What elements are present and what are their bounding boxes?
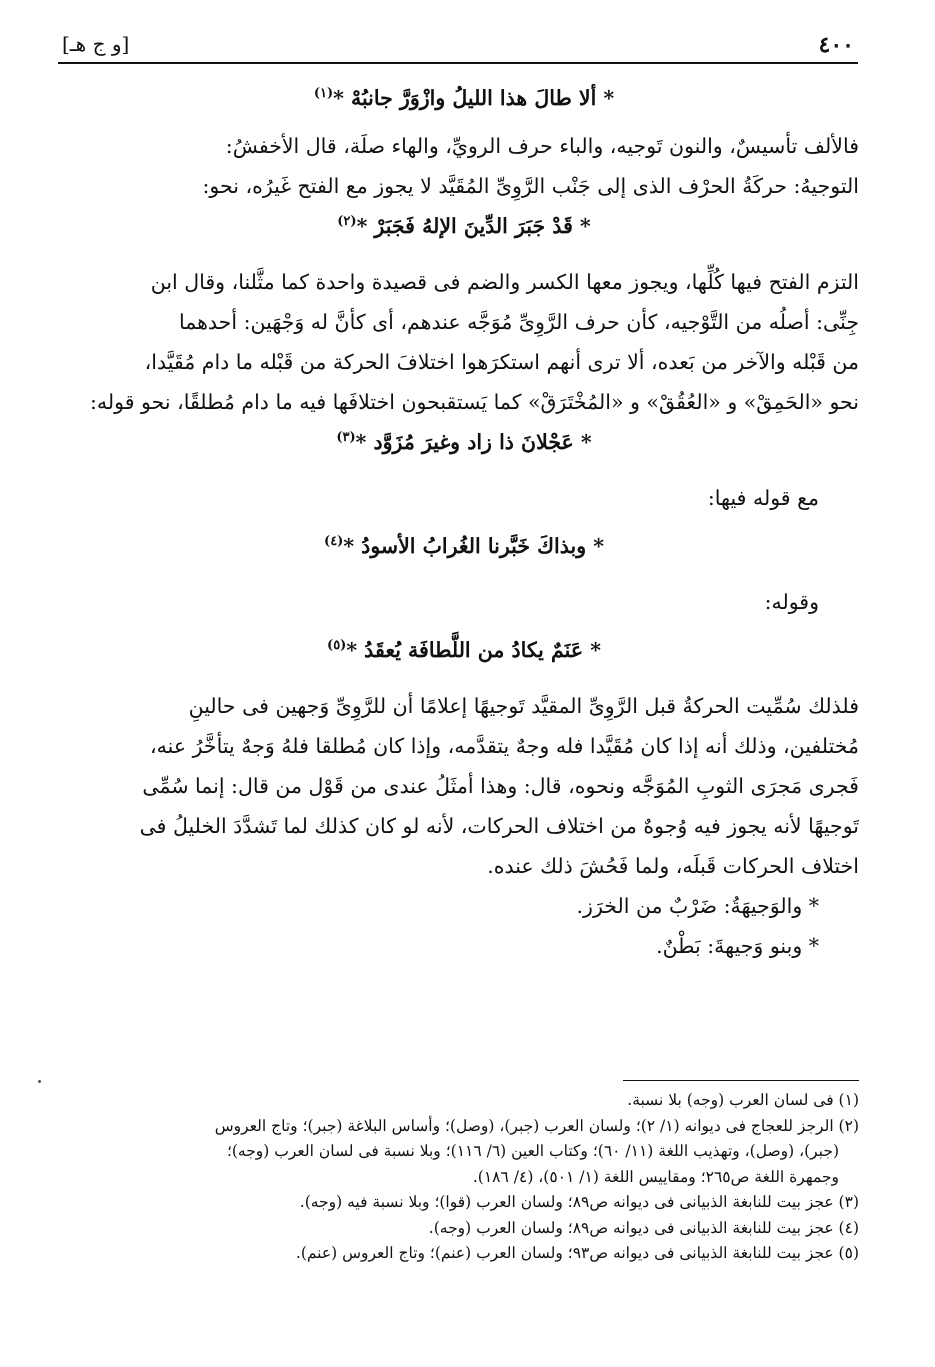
paragraph-3-line: مُختلفين، وذلك أنه إذا كان مُقَيَّدا فله وجهٌ يتقدَّمه، وإذا كان مُطلقا فلهُ وَجهٌ يتأخَّرُ عنه، bbox=[150, 734, 859, 758]
verse-2 bbox=[69, 206, 859, 246]
paragraph-3-line: تَوجيهًا لأنه يجوز فيه وُجوهٌ من اختلاف الحركات، لأنه لو كان كذلك لما تَشدَّدَ الخليلُ فى bbox=[139, 814, 859, 838]
page-header bbox=[58, 30, 858, 64]
paragraph-1-line: فالألف تأسيسٌ، والنون تَوجيه، والباء حرف الرويِّ، والهاء صلَة، قال الأخفشُ: bbox=[225, 134, 859, 158]
page-number: ٤٠٠ bbox=[818, 32, 854, 58]
verse-5-text: * عَنَمٌ يكادُ من اللَّطافَة يُعقَدُ * bbox=[346, 638, 601, 662]
paragraph-3-line: فلذلك سُمِّيت الحركةُ قبل الرَّوِىِّ المقيَّد تَوجيهًا إعلامًا أن للرَّوِىِّ وَجهين فى حالينِ bbox=[188, 694, 859, 718]
scan-speck bbox=[38, 1080, 41, 1083]
footnote-5: (٥) عجز بيت للنابغة الذبيانى فى ديوانه ص٩٣؛ ولسان العرب (عنم)؛ وتاج العروس (عنم). bbox=[295, 1244, 859, 1262]
verse-1-text: * ألا طالَ هذا الليلُ وازْوَرَّ جانبُهْ * bbox=[333, 86, 615, 110]
verse-2-text: * قَدْ جَبَرَ الدِّينَ الإلهُ فَجَبَرْ * bbox=[356, 214, 591, 238]
verse-3 bbox=[69, 422, 859, 462]
paragraph-2-line: من قَبْله والآخر من بَعده، ألا ترى أنهم استكرَهوا اختلافَ الحركة من قَبْله ما دام مُقَيَّدا، bbox=[144, 350, 859, 374]
footnote-ref-2: (٢) bbox=[337, 214, 357, 230]
verse-1 bbox=[69, 78, 859, 118]
footnote-ref-5: (٥) bbox=[327, 638, 347, 654]
paragraph-3 bbox=[69, 686, 859, 886]
verse-5 bbox=[69, 630, 859, 670]
running-head: [و ج هـ] bbox=[62, 32, 130, 56]
footnote-separator bbox=[623, 1080, 859, 1081]
footnote-1: (١) فى لسان العرب (وجه) بلا نسبة. bbox=[627, 1091, 859, 1109]
footnote-3: (٣) عجز بيت للنابغة الذبيانى فى ديوانه ص٨٩؛ ولسان العرب (قوا)؛ وبلا نسبة فيه (وجه). bbox=[299, 1193, 859, 1211]
paragraph-3-line: اختلاف الحركات قَبلَه، ولما فَحُشَ ذلك عنده. bbox=[487, 854, 859, 878]
verse-4-text: * وبذاكَ خَبَّرنا الغُرابُ الأسودُ * bbox=[343, 534, 604, 558]
paragraph-1-line: التوجيهُ: حركَةُ الحرْف الذى إلى جَنْب الرَّوِىِّ المُقَيَّد لا يجوز مع الفتح غَيرُه، نحو: bbox=[202, 174, 859, 198]
intro-5: وقوله: bbox=[764, 590, 819, 614]
paragraph-2-line: التزم الفتح فيها كُلِّها، ويجوز معها الكسر والضم فى قصيدة واحدة كما مثَّلنا، وقال ابن bbox=[150, 270, 859, 294]
paragraph-2 bbox=[69, 262, 859, 422]
definition-banu-wajiha: * وبنو وَجيهةَ: بَطْنٌ. bbox=[656, 934, 819, 958]
verse-4 bbox=[69, 526, 859, 566]
footnote-ref-3: (٣) bbox=[336, 430, 356, 446]
footnote-ref-4: (٤) bbox=[324, 534, 344, 550]
paragraph-2-line: جِنِّى: أصلُه من التَّوْجيه، كأن حرف الرَّوِىِّ مُوَجَّه عندهم، أى كأنَّ له وَجْهَين: أحدهما bbox=[179, 310, 859, 334]
footnote-2-line: وجمهرة اللغة ص٢٦٥؛ ومقاييس اللغة (١/ ٥٠١)، (٤/ ١٨٦). bbox=[472, 1167, 839, 1186]
footnotes bbox=[69, 1088, 859, 1267]
footnote-2 bbox=[69, 1114, 859, 1191]
intro-4: مع قوله فيها: bbox=[707, 486, 819, 510]
footnote-ref-1: (١) bbox=[313, 86, 334, 102]
definition-wajiha: * والوَجيهَةُ: ضَرْبٌ من الخرَز. bbox=[576, 894, 819, 918]
main-text bbox=[69, 78, 859, 966]
footnote-4: (٤) عجز بيت للنابغة الذبيانى فى ديوانه ص٨٩؛ ولسان العرب (وجه). bbox=[428, 1218, 859, 1237]
paragraph-1 bbox=[69, 126, 859, 206]
paragraph-2-line: نحو «الحَمِقْ» و «العُقُقْ» و «المُخْتَرَقْ» كما يَستقبحون اختلافَها فيه ما دام مُطلقًا، نحو قوله: bbox=[89, 390, 859, 414]
paragraph-3-line: فَجرى مَجرَى الثوبِ المُوَجَّه ونحوه، قال: وهذا أمثَلُ عندى من قَوْل من قال: إنما سُمِّى bbox=[142, 774, 859, 798]
footnote-2-line: (جبر)، (وصل)، وتهذيب اللغة (١١/ ٦٠)؛ وكتاب العين (٦/ ١١٦)؛ وبلا نسبة فى لسان العرب (وجه)؛ bbox=[226, 1142, 839, 1160]
footnote-2-line: (٢) الرجز للعجاج فى ديوانه (١/ ٢)؛ ولسان العرب (جبر)، (وصل)؛ وأساس البلاغة (جبر)؛ وتاج العروس bbox=[214, 1116, 859, 1135]
verse-3-text: * عَجْلانَ ذا زاد وغيرَ مُزَوَّد * bbox=[355, 430, 592, 454]
